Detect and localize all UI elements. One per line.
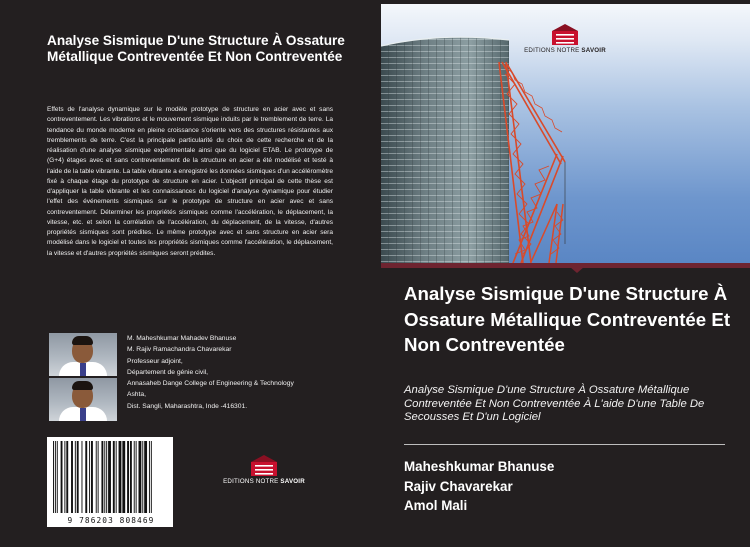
- barcode-bar: [57, 441, 58, 513]
- publisher-name: EDITIONS NOTRE SAVOIR: [524, 47, 606, 54]
- front-cover-subtitle: Analyse Sismique D'une Structure À Ossature Métallique Contreventée Et Non Contreventée À L'aide D'une Table De Secousses Et D'un Logiciel: [404, 384, 705, 424]
- barcode-bar: [130, 441, 132, 513]
- author-info-line: M. Maheshkumar Mahadev Bhanuse: [127, 335, 237, 342]
- author-name: Amol Mali: [404, 498, 468, 513]
- author-photo-1: [49, 333, 117, 376]
- barcode-bar: [122, 441, 125, 513]
- author-info-line: M. Rajiv Ramachandra Chavarekar: [127, 346, 232, 354]
- publisher-name: EDITIONS NOTRE SAVOIR: [223, 478, 305, 485]
- publisher-logo-back: [214, 452, 314, 485]
- barcode-bar: [66, 441, 68, 513]
- author-info-line: Dist. Sangli, Maharashtra, Inde -416301.: [127, 402, 248, 410]
- barcode-bars: [47, 437, 173, 517]
- barcode-bar: [77, 441, 79, 513]
- author-info-line: Annasaheb Dange College of Engineering & Technology: [127, 380, 294, 388]
- barcode-bar: [64, 441, 65, 513]
- barcode-bar: [116, 441, 117, 513]
- barcode-bar: [91, 441, 93, 513]
- author-info: [127, 333, 342, 412]
- barcode-bar: [108, 441, 111, 513]
- front-cover-title: Analyse Sismique D'une Structure À Ossature Métallique Contreventée Et Non Contreventée: [404, 283, 731, 356]
- barcode-bar: [127, 441, 129, 513]
- author-info-line: Professeur adjoint,: [127, 357, 183, 365]
- publisher-logo-icon: [548, 21, 582, 47]
- back-cover-title: Analyse Sismique D'une Structure À Ossature Métallique Contreventée Et Non Contreventée: [47, 33, 345, 64]
- divider: [404, 444, 725, 445]
- barcode-bar: [119, 441, 122, 513]
- back-cover-blurb: Effets de l'analyse dynamique sur le modèle prototype de structure en acier avec et sans contreventement. Les vibrations et le mouvement sismique induits par le tremblement de terre. La tendance du monde moderne en pleine croissance s'oriente vers des structures résistantes aux tremblements de terre. C'est la principale particularité du choix de cette recherche et de la réalisation d'une analyse sismique expérimentale ainsi que du logiciel ETAB. Le prototype de (G+4) étages avec et sans contreventement de la structure en acier a été modélisé et testé à l'aide de la table vibrante. La table vibrante a enregistré les données sismiques d'un accéléromètre fixé à chaque étage du prototype de structure en acier. L'objectif principal de cette thèse est d'appliquer la table vibrante et les connaissances du logiciel d'analyse dynamique pour étudier l'effet des événements sismiques sur le prototype de structure en acier avec et sans contreventement. Déterminer les propriétés sismiques comme l'accélération, le déplacement, la vitesse, etc. et selon la corrélation de l'accélération, du déplacement, de la vitesse, d'autres propriétés sismiques sont prédites. Le même prototype avec et sans structure en acier sera modélisé dans le logiciel et toutes les propriétés sismiques comme l'accélération, le déplacement, la vitesse et d'autres propriétés sismiques seront prédites.: [47, 106, 334, 257]
- barcode-bar: [142, 441, 143, 513]
- author-name: Rajiv Chavarekar: [404, 478, 513, 494]
- isbn-number: 9 786203 808469: [67, 516, 155, 525]
- barcode-bar: [113, 441, 115, 513]
- barcode-bar: [139, 441, 142, 513]
- barcode-bar: [151, 441, 152, 513]
- barcode-bar: [106, 441, 107, 513]
- barcode-bar: [101, 441, 103, 513]
- barcode-bar: [82, 441, 83, 513]
- accent-notch: [570, 267, 584, 273]
- author-photo-2: [49, 378, 117, 421]
- publisher-logo-front: [515, 21, 615, 54]
- accent-band: [381, 263, 750, 268]
- author-info-line: Département de génie civil,: [127, 368, 209, 376]
- barcode-bar: [144, 441, 147, 513]
- barcode-bar: [89, 441, 90, 513]
- publisher-logo-icon: [247, 452, 281, 478]
- barcode-bar: [98, 441, 99, 513]
- barcode-bar: [136, 441, 137, 513]
- barcode-bar: [61, 441, 63, 513]
- barcode-bar: [71, 441, 73, 513]
- isbn-barcode: [47, 437, 173, 527]
- author-name: Maheshkumar Bhanuse: [404, 459, 555, 474]
- barcode-bar: [53, 441, 54, 513]
- barcode-bar: [75, 441, 76, 513]
- barcode-bar: [134, 441, 135, 513]
- barcode-bar: [55, 441, 56, 513]
- barcode-bar: [104, 441, 105, 513]
- barcode-bar: [85, 441, 87, 513]
- author-list: [404, 457, 724, 516]
- barcode-bar: [96, 441, 97, 513]
- barcode-bar: [149, 441, 150, 513]
- author-info-line: Ashta,: [127, 391, 146, 399]
